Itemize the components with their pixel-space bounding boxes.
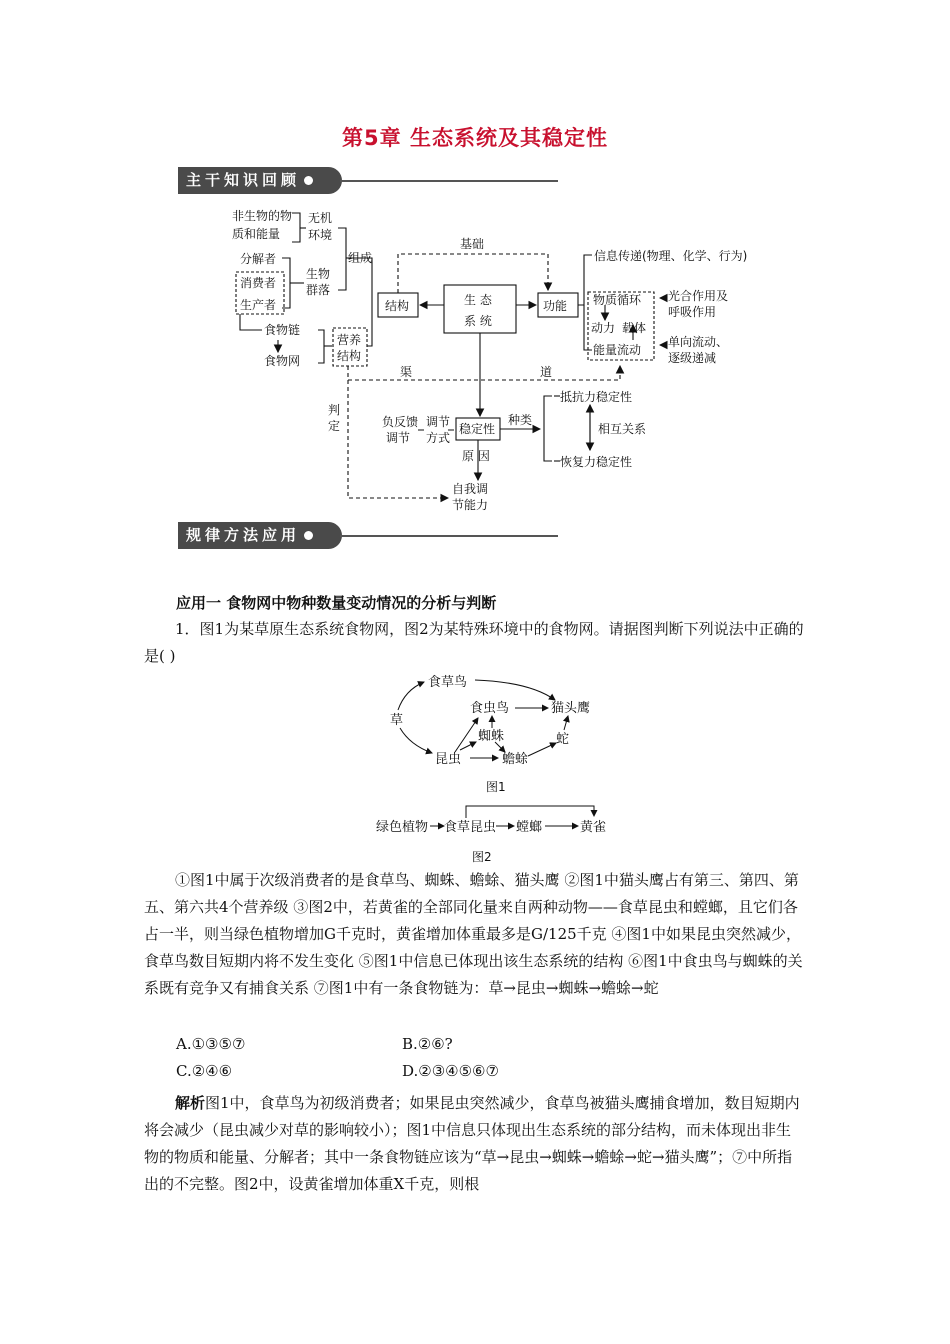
fig1-zhizhu: 蜘蛛 xyxy=(478,729,505,744)
fig1-maotouying: 猫头鹰 xyxy=(551,701,591,716)
label-tiaojie-1: 调节 xyxy=(426,415,451,429)
label-yingyang-2: 结构 xyxy=(337,349,362,363)
page-title: 第5章 生态系统及其稳定性 xyxy=(342,126,608,150)
fig2-node-2: 食草昆虫 xyxy=(444,820,497,835)
fig1-caption: 图1 xyxy=(486,780,506,794)
fig1-shicaoniao: 食草鸟 xyxy=(428,675,468,690)
label-wuji-1: 无机 xyxy=(308,211,333,225)
label-xinxi: 信息传递(物理、化学、行为) xyxy=(594,249,748,263)
label-guanghe-1: 光合作用及 xyxy=(668,289,729,303)
label-nengliang: 能量流动 xyxy=(593,343,642,357)
label-consumer: 消费者 xyxy=(240,276,277,290)
option-d[interactable]: D.②③④⑤⑥⑦ xyxy=(402,1062,499,1080)
label-ecosystem-1: 生 态 xyxy=(464,293,492,307)
label-xianghu: 相互关系 xyxy=(598,422,647,436)
label-danxiang-2: 逐级递减 xyxy=(668,351,717,365)
label-shengwu-1: 生物 xyxy=(306,267,331,281)
fig2-caption: 图2 xyxy=(472,850,492,864)
analysis-text xyxy=(144,1090,806,1198)
fig1-she: 蛇 xyxy=(556,732,570,747)
label-foodweb: 食物网 xyxy=(264,354,301,368)
fig1-chanchu: 蟾蜍 xyxy=(502,752,529,767)
label-guanghe-2: 呼吸作用 xyxy=(668,305,717,319)
label-dongli: 动力 xyxy=(591,321,616,335)
label-fufankui-2: 调节 xyxy=(386,431,411,445)
fig1-shichongniao: 食虫鸟 xyxy=(470,701,510,716)
fig1-cao: 草 xyxy=(390,713,404,728)
analysis-label: 解析 xyxy=(175,1094,206,1112)
label-jiegou: 结构 xyxy=(385,299,410,313)
analysis-body: 图1中，食草鸟为初级消费者；如果昆虫突然减少，食草鸟被猫头鹰捕食增加，数目短期内将会减少（昆虫减少对草的影响较小）；图1中信息只体现出生态系统的部分结构，而未体现出非生物的物质和能量、分解者；其中一条食物链应该为“草→昆虫→蜘蛛→蟾蜍→蛇→猫头鹰”；⑦中所指出的不完整。图2中，设黄雀增加体重X千克，则根 xyxy=(144,1094,800,1193)
label-zucheng: 组成 xyxy=(348,251,373,265)
label-dikang: 抵抗力稳定性 xyxy=(560,390,633,404)
label-nonbio-2: 质和能量 xyxy=(232,227,281,241)
label-yuanyin: 原 因 xyxy=(462,449,490,463)
label-fufankui-1: 负反馈 xyxy=(382,415,419,429)
section-heading: 应用一 食物网中物种数量变动情况的分析与判断 xyxy=(176,594,497,612)
label-wuzhi: 物质循环 xyxy=(593,293,642,307)
label-qu: 渠 xyxy=(400,365,413,379)
label-huifu: 恢复力稳定性 xyxy=(560,455,633,469)
fig1-kunchong: 昆虫 xyxy=(435,752,462,767)
label-wendingxing: 稳定性 xyxy=(459,422,496,436)
label-dao: 道 xyxy=(540,365,553,379)
label-foodchain: 食物链 xyxy=(264,323,301,337)
fig2-node-3: 螳螂 xyxy=(516,820,543,835)
label-wuji-2: 环境 xyxy=(308,228,333,242)
label-ziwo-2: 节能力 xyxy=(452,498,489,512)
label-panding-2: 定 xyxy=(328,419,341,433)
label-danxiang-1: 单向流动、 xyxy=(668,335,729,349)
option-c[interactable]: C.②④⑥ xyxy=(176,1062,233,1080)
label-ziwo-1: 自我调 xyxy=(452,482,489,496)
label-decomposer: 分解者 xyxy=(240,252,277,266)
label-panding-1: 判 xyxy=(328,403,341,417)
question-text: 1．图1为某草原生态系统食物网，图2为某特殊环境中的食物网。请据图判断下列说法中正确的是( ) xyxy=(144,620,804,665)
label-yingyang-1: 营养 xyxy=(337,333,362,347)
section-banner-methods: 规律方法应用 xyxy=(178,522,342,549)
label-tiaojie-2: 方式 xyxy=(426,431,451,445)
label-ecosystem-2: 系 统 xyxy=(464,314,492,328)
option-b[interactable]: B.②⑥? xyxy=(402,1035,453,1053)
label-zhonglei: 种类 xyxy=(508,413,533,427)
fig2-node-1: 绿色植物 xyxy=(376,820,429,835)
label-gongneng: 功能 xyxy=(543,299,568,313)
section-banner-review: 主干知识回顾 xyxy=(178,167,342,194)
label-shengwu-2: 群落 xyxy=(306,283,331,297)
label-nonbio-1: 非生物的物 xyxy=(232,209,293,223)
label-zaiti: 载体 xyxy=(622,321,647,335)
option-a[interactable]: A.①③⑤⑦ xyxy=(176,1035,246,1053)
label-jichu: 基础 xyxy=(460,237,485,251)
statements-text: ①图1中属于次级消费者的是食草鸟、蜘蛛、蟾蜍、猫头鹰 ②图1中猫头鹰占有第三、第四、第五、第六共4个营养级 ③图2中，若黄雀的全部同化量来自两种动物——食草昆虫和螳螂，且它们各占一半，则当绿色植物增加G千克时，黄雀增加体重最多是G/125千克 ④图1中如果昆虫突然减少，食草鸟数目短期内将不发生变化 ⑤图1中信息已体现出该生态系统的结构 ⑥图1中食虫鸟与蜘蛛的关系既有竞争又有捕食关系 ⑦图1中有一条食物链为：草→昆虫→蜘蛛→蟾蜍→蛇 xyxy=(144,871,803,997)
fig2-node-4: 黄雀 xyxy=(580,820,607,835)
label-producer: 生产者 xyxy=(240,298,277,312)
